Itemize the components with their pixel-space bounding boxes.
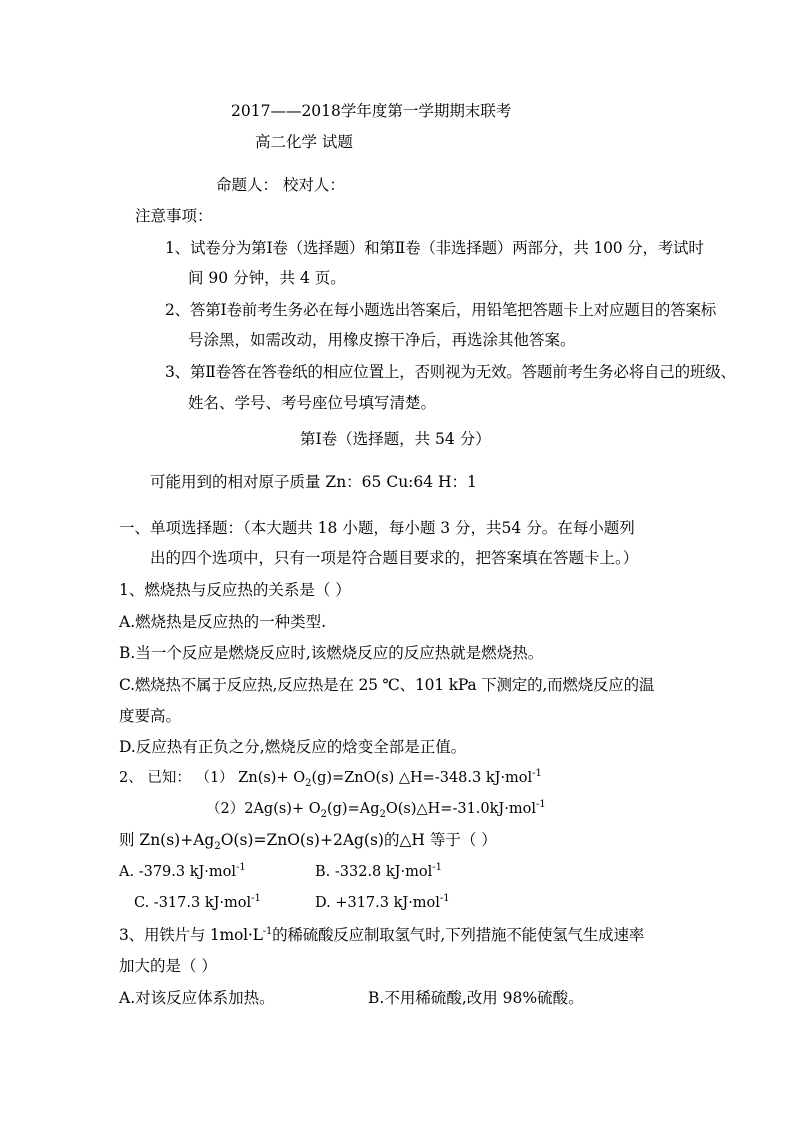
- q2-option-d: [315, 893, 450, 913]
- q2-eq2-mid: (g)=Ag: [326, 801, 380, 817]
- q1-option-d: D.反应热有正负之分,燃烧反应的焓变全部是正值。: [119, 738, 467, 756]
- notice-item-2-line-2: 号涂黑，如需改动，用橡皮擦干净后，再选涂其他答案。: [188, 331, 576, 349]
- part1-heading: 第Ⅰ卷（选择题，共 54 分）: [300, 430, 491, 448]
- notice-item-1-line-1: 1、试卷分为第Ⅰ卷（选择题）和第Ⅱ卷（非选择题）两部分，共 100 分，考试时: [165, 239, 704, 257]
- q2-eq1-tail: (g)=ZnO(s) △H=-348.3 kJ·mol: [311, 770, 533, 786]
- subscript: 2: [305, 777, 312, 789]
- superscript: -1: [236, 862, 246, 874]
- superscript: -1: [432, 862, 442, 874]
- notice-item-1-line-2: 间 90 分钟，共 4 页。: [188, 269, 346, 287]
- subscript: 2: [214, 841, 221, 853]
- q2-option-d-text: D. +317.3 kJ·mol: [315, 895, 440, 911]
- q3-stem-line-1: [119, 925, 644, 945]
- q1-option-a: A.燃烧热是反应热的一种类型.: [119, 613, 327, 631]
- q2-option-b: [315, 862, 442, 882]
- superscript: -1: [535, 799, 546, 811]
- staff-line: 命题人： 校对人：: [216, 176, 345, 194]
- notice-heading: 注意事项：: [135, 207, 213, 225]
- q1-option-b: B.当一个反应是燃烧反应时,该燃烧反应的反应热就是燃烧热。: [119, 644, 544, 662]
- exam-title: 2017——2018学年度第一学期期末联考: [231, 102, 512, 120]
- q2-intro: 2、 已知： （1） Zn(s)+ O: [119, 770, 306, 786]
- q2-option-c-text: C. -317.3 kJ·mol: [134, 895, 252, 911]
- notice-item-3-line-2: 姓名、学号、考号座位号填写清楚。: [188, 394, 437, 412]
- q2-eq2-tail: O(s)△H=-31.0kJ·mol: [385, 801, 536, 817]
- q3-option-b: B.不用稀硫酸,改用 98%硫酸。: [368, 989, 584, 1007]
- q2-equation-2: [206, 799, 546, 819]
- q1-option-c-line-1: C.燃烧热不属于反应热,反应热是在 25 ℃、101 kPa 下测定的,而燃烧反应的温: [119, 676, 655, 694]
- q2-option-c: [134, 893, 261, 913]
- q2-option-a-text: A. -379.3 kJ·mol: [119, 864, 237, 880]
- q2-ask-head: 则 Zn(s)+Ag: [119, 831, 215, 849]
- q3-stem-line-2: 加大的是（ ）: [119, 957, 217, 975]
- q3-stem-head: 3、用铁片与 1mol·L: [119, 926, 263, 944]
- notice-item-3-line-1: 3、第Ⅱ卷答在答卷纸的相应位置上，否则视为无效。答题前考生务必将自己的班级、: [165, 363, 736, 381]
- q3-stem-tail: 的稀硫酸反应制取氢气时,下列措施不能使氢气生成速率: [272, 926, 645, 944]
- q2-question: [119, 830, 497, 853]
- q3-option-a: A.对该反应体系加热。: [119, 989, 275, 1007]
- q2-eq2-head: （2）2Ag(s)+ O: [206, 801, 321, 817]
- q1-stem: 1、燃烧热与反应热的关系是（ ）: [119, 581, 351, 599]
- section1-line-2: 出的四个选项中，只有一项是符合题目要求的，把答案填在答题卡上。）: [150, 549, 639, 567]
- section1-line-1: 一、单项选择题：（本大题共 18 小题，每小题 3 分，共54 分。在每小题列: [119, 519, 635, 537]
- q2-ask-tail: O(s)=ZnO(s)+2Ag(s)的△H 等于（ ）: [220, 831, 497, 849]
- atomic-masses: 可能用到的相对原子质量 Zn：65 Cu:64 H：1: [150, 473, 477, 491]
- q2-option-a: [119, 862, 246, 882]
- superscript: -1: [532, 768, 542, 780]
- superscript: -1: [439, 893, 450, 905]
- q2-option-b-text: B. -332.8 kJ·mol: [315, 864, 433, 880]
- subscript: 2: [320, 808, 327, 820]
- q2-equation-1: [119, 768, 542, 788]
- superscript: -1: [262, 925, 273, 937]
- q1-option-c-line-2: 度要高。: [119, 707, 182, 725]
- notice-item-2-line-1: 2、答第Ⅰ卷前考生务必在每小题选出答案后，用铅笔把答题卡上对应题目的答案标: [165, 301, 717, 319]
- exam-subtitle: 高二化学 试题: [255, 133, 353, 151]
- subscript: 2: [379, 808, 386, 820]
- superscript: -1: [251, 893, 261, 905]
